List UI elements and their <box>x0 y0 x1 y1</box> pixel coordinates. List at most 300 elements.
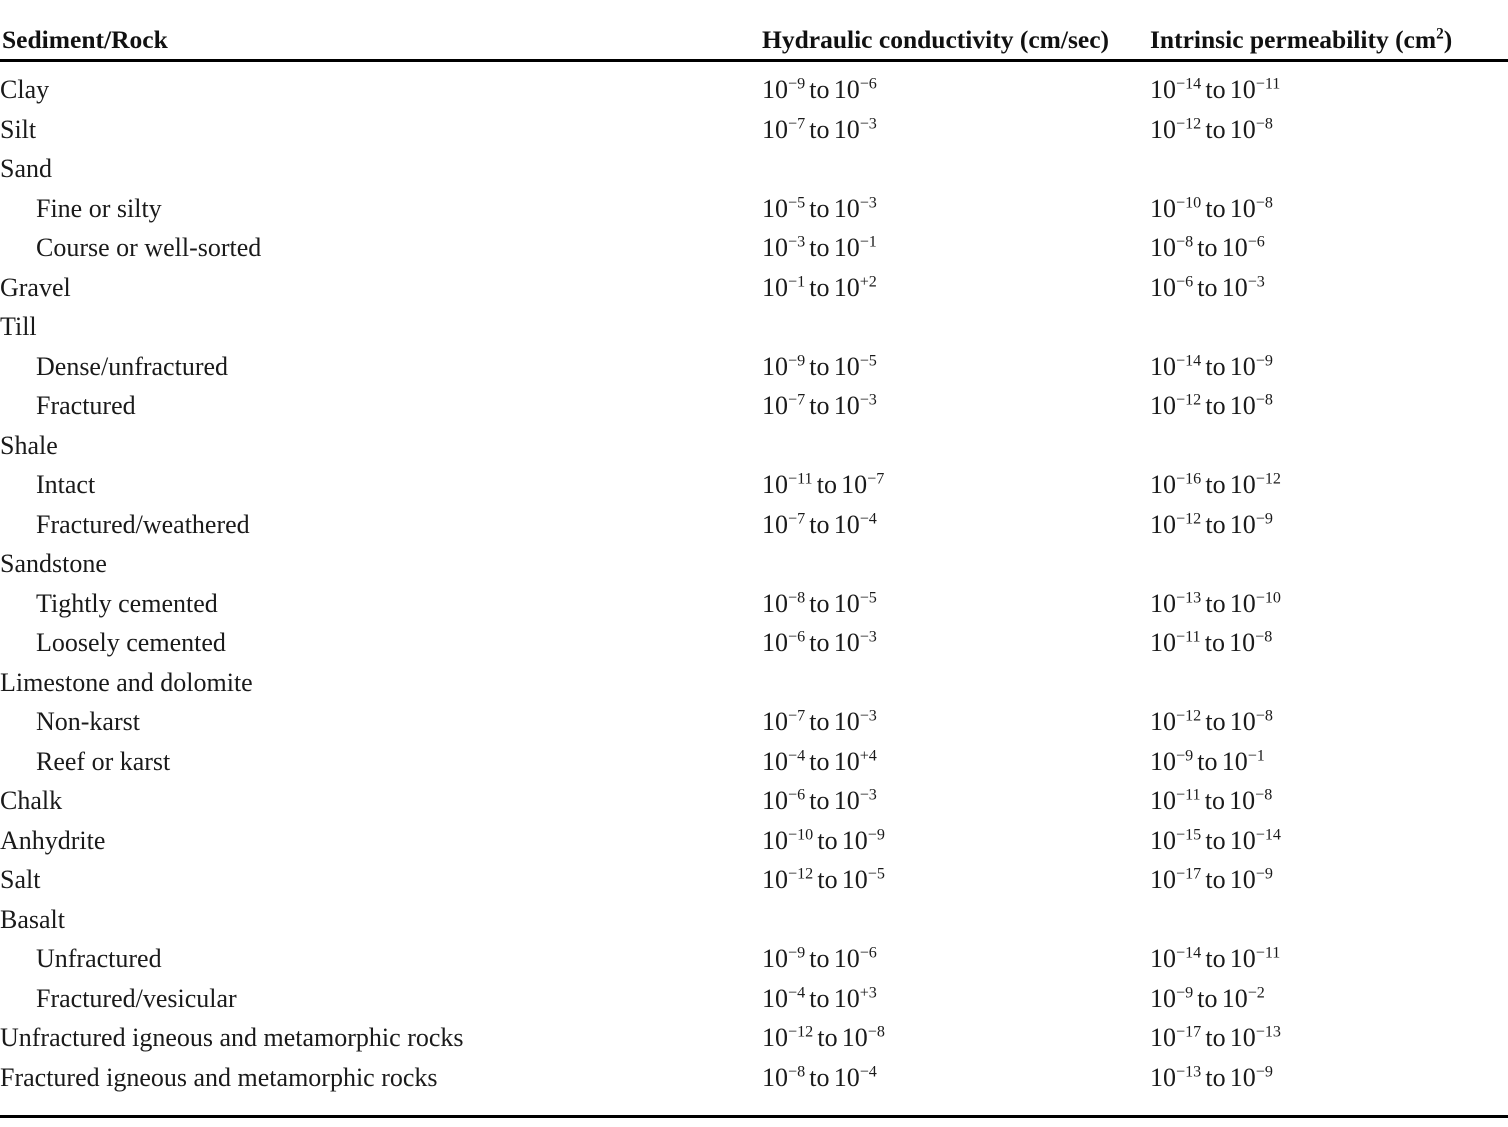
cell-intrinsic-permeability <box>1150 268 1508 308</box>
row-label: Fractured igneous and metamorphic rocks <box>0 1062 438 1092</box>
value-range <box>1150 470 1281 499</box>
value-range <box>1150 628 1272 657</box>
exponent-from: −7 <box>788 707 806 725</box>
base: 10 <box>762 391 788 420</box>
base: 10 <box>1229 588 1256 618</box>
exponent-to: −4 <box>859 509 877 527</box>
value-range <box>762 115 877 144</box>
base: 10 <box>762 233 788 262</box>
value-range <box>762 194 877 223</box>
exponent-to: −9 <box>1255 1062 1273 1080</box>
exponent-from: −12 <box>1176 391 1202 409</box>
range-separator: to <box>809 272 830 302</box>
base: 10 <box>762 1023 788 1052</box>
row-label: Shale <box>0 430 58 460</box>
base: 10 <box>833 746 860 776</box>
cell-intrinsic-permeability <box>1150 821 1508 861</box>
exponent-from: −17 <box>1176 1023 1202 1041</box>
value-range <box>1150 273 1265 302</box>
base: 10 <box>1150 509 1176 539</box>
exponent-to: −10 <box>1255 588 1281 606</box>
value-range <box>762 470 884 499</box>
exponent-to: −3 <box>859 193 877 211</box>
column-header-hydraulic-conductivity: Hydraulic conductivity (cm/sec) <box>762 24 1110 54</box>
table-row <box>0 939 1508 979</box>
exponent-to: −6 <box>1247 233 1265 251</box>
exponent-from: −9 <box>788 944 806 962</box>
table-row <box>0 900 1508 940</box>
permeability-header-superscript: 2 <box>1436 25 1444 42</box>
cell-intrinsic-permeability <box>1150 386 1508 426</box>
range-separator: to <box>1205 470 1226 499</box>
exponent-to: −8 <box>1255 114 1273 132</box>
base: 10 <box>1150 944 1176 973</box>
table-footer <box>0 1097 1508 1127</box>
exponent-from: −7 <box>788 391 806 409</box>
exponent-from: −9 <box>1176 983 1194 1001</box>
cell-intrinsic-permeability <box>1150 663 1508 703</box>
base: 10 <box>833 588 860 618</box>
value-range <box>1150 352 1273 381</box>
base: 10 <box>833 944 860 973</box>
value-range <box>1150 194 1273 223</box>
exponent-from: −14 <box>1176 75 1202 93</box>
exponent-from: −9 <box>1176 746 1194 764</box>
exponent-from: −14 <box>1176 944 1202 962</box>
value-range <box>762 589 877 618</box>
value-range <box>1150 826 1281 855</box>
base: 10 <box>762 944 788 973</box>
exponent-from: −6 <box>1176 272 1194 290</box>
range-separator: to <box>1204 786 1225 815</box>
exponent-to: −9 <box>1255 351 1273 369</box>
base: 10 <box>833 983 860 1013</box>
value-range <box>1150 786 1272 815</box>
cell-intrinsic-permeability <box>1150 860 1508 900</box>
range-separator: to <box>809 233 830 262</box>
base: 10 <box>1150 746 1176 776</box>
row-label: Limestone and dolomite <box>0 667 253 697</box>
base: 10 <box>841 865 868 894</box>
base: 10 <box>1229 193 1256 223</box>
base: 10 <box>762 628 788 657</box>
range-separator: to <box>809 983 830 1013</box>
range-separator: to <box>1205 825 1226 855</box>
exponent-to: −3 <box>859 114 877 132</box>
base: 10 <box>1150 983 1176 1013</box>
base: 10 <box>1229 509 1256 539</box>
value-range <box>1150 1063 1273 1092</box>
range-separator: to <box>809 391 830 420</box>
base: 10 <box>833 786 860 815</box>
base: 10 <box>1229 391 1256 420</box>
cell-intrinsic-permeability <box>1150 742 1508 782</box>
range-separator: to <box>809 193 830 223</box>
range-separator: to <box>809 746 830 776</box>
cell-intrinsic-permeability <box>1150 347 1508 387</box>
exponent-from: −11 <box>1176 628 1201 646</box>
base: 10 <box>762 746 788 776</box>
cell-hydraulic-conductivity <box>762 228 1150 268</box>
value-range <box>1150 1023 1281 1052</box>
range-separator: to <box>816 470 837 499</box>
cell-intrinsic-permeability <box>1150 189 1508 229</box>
range-separator: to <box>809 351 830 381</box>
exponent-to: −14 <box>1255 825 1281 843</box>
row-sublabel: Course or well-sorted <box>36 233 262 262</box>
range-separator: to <box>1205 865 1226 894</box>
cell-intrinsic-permeability <box>1150 939 1508 979</box>
value-range <box>762 1063 877 1092</box>
table-row <box>0 702 1508 742</box>
base: 10 <box>762 470 788 499</box>
exponent-from: −12 <box>788 1023 814 1041</box>
table-row <box>0 386 1508 426</box>
row-label: Salt <box>0 865 41 894</box>
cell-intrinsic-permeability <box>1150 465 1508 505</box>
exponent-to: −3 <box>859 628 877 646</box>
base: 10 <box>1229 628 1256 657</box>
exponent-from: −8 <box>788 1062 806 1080</box>
cell-intrinsic-permeability <box>1150 110 1508 150</box>
table-row <box>0 742 1508 782</box>
base: 10 <box>833 1062 860 1092</box>
exponent-to: −8 <box>1255 193 1273 211</box>
range-separator: to <box>817 865 838 894</box>
value-range <box>762 233 877 262</box>
exponent-to: −11 <box>1255 944 1281 962</box>
cell-intrinsic-permeability <box>1150 900 1508 940</box>
exponent-from: −12 <box>788 865 814 883</box>
base: 10 <box>833 75 860 104</box>
value-range <box>1150 233 1265 262</box>
cell-hydraulic-conductivity <box>762 307 1150 347</box>
cell-hydraulic-conductivity <box>762 860 1150 900</box>
range-separator: to <box>1205 509 1226 539</box>
range-separator: to <box>809 707 830 736</box>
exponent-to: −3 <box>859 391 877 409</box>
exponent-from: −8 <box>1176 233 1194 251</box>
range-separator: to <box>1197 233 1218 262</box>
exponent-from: −16 <box>1176 470 1202 488</box>
value-range <box>762 273 877 302</box>
cell-hydraulic-conductivity <box>762 110 1150 150</box>
table-row <box>0 821 1508 861</box>
base: 10 <box>1150 588 1176 618</box>
range-separator: to <box>809 75 830 104</box>
exponent-from: −4 <box>788 746 806 764</box>
header-rule-cell <box>0 52 1508 70</box>
exponent-to: −8 <box>1255 628 1273 646</box>
table-row <box>0 110 1508 150</box>
range-separator: to <box>1205 1062 1226 1092</box>
cell-intrinsic-permeability <box>1150 505 1508 545</box>
cell-hydraulic-conductivity <box>762 505 1150 545</box>
cell-hydraulic-conductivity <box>762 623 1150 663</box>
range-separator: to <box>1197 272 1218 302</box>
row-label: Silt <box>0 114 37 144</box>
base: 10 <box>1221 746 1248 776</box>
exponent-from: −13 <box>1176 1062 1202 1080</box>
value-range <box>762 707 877 736</box>
header-rule-line <box>0 59 1508 62</box>
exponent-to: −8 <box>1255 707 1273 725</box>
exponent-from: −10 <box>1176 193 1202 211</box>
exponent-from: −12 <box>1176 114 1202 132</box>
base: 10 <box>1229 470 1256 499</box>
value-range <box>1150 747 1265 776</box>
table-header <box>0 0 1508 70</box>
base: 10 <box>1150 233 1176 262</box>
exponent-from: −10 <box>788 825 814 843</box>
cell-hydraulic-conductivity <box>762 1018 1150 1058</box>
base: 10 <box>762 351 788 381</box>
range-separator: to <box>809 588 830 618</box>
range-separator: to <box>1205 75 1226 104</box>
base: 10 <box>833 628 860 657</box>
table-row <box>0 663 1508 703</box>
value-range <box>762 628 877 657</box>
exponent-from: −8 <box>788 588 806 606</box>
cell-intrinsic-permeability <box>1150 149 1508 189</box>
base: 10 <box>1229 707 1256 736</box>
exponent-from: −5 <box>788 193 806 211</box>
cell-hydraulic-conductivity <box>762 1058 1150 1098</box>
base: 10 <box>1221 272 1248 302</box>
cell-hydraulic-conductivity <box>762 347 1150 387</box>
cell-intrinsic-permeability <box>1150 426 1508 466</box>
exponent-from: −4 <box>788 983 806 1001</box>
value-range <box>1150 865 1273 894</box>
cell-hydraulic-conductivity <box>762 939 1150 979</box>
table-row <box>0 149 1508 189</box>
exponent-from: −6 <box>788 786 806 804</box>
row-sublabel: Loosely cemented <box>36 628 226 657</box>
exponent-to: −1 <box>859 233 877 251</box>
value-range <box>762 944 877 973</box>
row-sublabel: Fine or silty <box>36 193 162 223</box>
value-range <box>762 75 877 104</box>
base: 10 <box>833 193 860 223</box>
base: 10 <box>833 351 860 381</box>
base: 10 <box>1229 351 1256 381</box>
exponent-to: −7 <box>867 470 885 488</box>
range-separator: to <box>809 786 830 815</box>
base: 10 <box>762 272 788 302</box>
footer-rule-line <box>0 1115 1508 1118</box>
row-sublabel: Non-karst <box>36 707 140 736</box>
exponent-from: −7 <box>788 114 806 132</box>
base: 10 <box>1229 114 1256 144</box>
range-separator: to <box>1205 391 1226 420</box>
row-label: Basalt <box>0 904 65 934</box>
row-label: Anhydrite <box>0 825 106 855</box>
row-sublabel: Unfractured <box>36 944 162 973</box>
cell-hydraulic-conductivity <box>762 268 1150 308</box>
row-label: Sandstone <box>0 549 107 578</box>
cell-intrinsic-permeability <box>1150 70 1508 110</box>
exponent-from: −11 <box>788 470 813 488</box>
base: 10 <box>1150 114 1176 144</box>
exponent-to: −13 <box>1255 1023 1281 1041</box>
base: 10 <box>762 707 788 736</box>
range-separator: to <box>1205 351 1226 381</box>
value-range <box>1150 115 1273 144</box>
table-row <box>0 860 1508 900</box>
base: 10 <box>762 865 788 894</box>
range-separator: to <box>1205 193 1226 223</box>
table-row <box>0 1058 1508 1098</box>
exponent-to: +2 <box>859 272 877 290</box>
row-sublabel: Tightly cemented <box>36 588 218 618</box>
range-separator: to <box>1204 628 1225 657</box>
exponent-to: −6 <box>859 944 877 962</box>
cell-hydraulic-conductivity <box>762 465 1150 505</box>
exponent-from: −15 <box>1176 825 1202 843</box>
cell-hydraulic-conductivity <box>762 70 1150 110</box>
range-separator: to <box>1205 588 1226 618</box>
exponent-from: −6 <box>788 628 806 646</box>
column-header-intrinsic-permeability <box>1150 0 1508 52</box>
exponent-to: −1 <box>1247 746 1265 764</box>
range-separator: to <box>1205 707 1226 736</box>
base: 10 <box>1221 983 1248 1013</box>
row-label: Unfractured igneous and metamorphic rocks <box>0 1023 464 1052</box>
table-row <box>0 505 1508 545</box>
cell-intrinsic-permeability <box>1150 584 1508 624</box>
table-row <box>0 189 1508 229</box>
cell-intrinsic-permeability <box>1150 979 1508 1019</box>
base: 10 <box>1150 193 1176 223</box>
base: 10 <box>841 470 868 499</box>
value-range <box>1150 984 1265 1013</box>
exponent-to: −5 <box>867 865 885 883</box>
value-range <box>762 984 877 1013</box>
cell-hydraulic-conductivity <box>762 742 1150 782</box>
cell-intrinsic-permeability <box>1150 228 1508 268</box>
base: 10 <box>1150 1062 1176 1092</box>
base: 10 <box>1229 944 1256 973</box>
range-separator: to <box>809 1062 830 1092</box>
footer-rule-cell <box>0 1097 1508 1127</box>
value-range <box>1150 707 1273 736</box>
base: 10 <box>762 114 788 144</box>
exponent-from: −12 <box>1176 509 1202 527</box>
cell-intrinsic-permeability <box>1150 781 1508 821</box>
value-range <box>1150 589 1281 618</box>
exponent-to: −3 <box>859 786 877 804</box>
table-row <box>0 307 1508 347</box>
base: 10 <box>1150 351 1176 381</box>
value-range <box>762 747 877 776</box>
range-separator: to <box>809 944 830 973</box>
cell-intrinsic-permeability <box>1150 1058 1508 1098</box>
cell-hydraulic-conductivity <box>762 544 1150 584</box>
range-separator: to <box>1205 944 1226 973</box>
value-range <box>1150 75 1280 104</box>
base: 10 <box>1229 75 1256 104</box>
table-row <box>0 268 1508 308</box>
base: 10 <box>841 825 868 855</box>
value-range <box>1150 510 1273 539</box>
row-label: Clay <box>0 75 50 104</box>
cell-hydraulic-conductivity <box>762 426 1150 466</box>
range-separator: to <box>809 114 830 144</box>
base: 10 <box>833 272 860 302</box>
base: 10 <box>1150 470 1176 499</box>
base: 10 <box>762 75 788 104</box>
footer-rule-row <box>0 1097 1508 1127</box>
exponent-to: −9 <box>1255 865 1273 883</box>
exponent-to: +4 <box>859 746 877 764</box>
range-separator: to <box>1205 1023 1226 1052</box>
base: 10 <box>1150 75 1176 104</box>
exponent-from: −3 <box>788 233 806 251</box>
exponent-to: −8 <box>1255 786 1273 804</box>
base: 10 <box>1150 628 1176 657</box>
cell-hydraulic-conductivity <box>762 584 1150 624</box>
table-row <box>0 70 1508 110</box>
header-row <box>0 0 1508 52</box>
row-sublabel: Fractured/vesicular <box>36 983 237 1013</box>
exponent-to: −3 <box>859 707 877 725</box>
table-row <box>0 426 1508 466</box>
exponent-from: −9 <box>788 351 806 369</box>
range-separator: to <box>1197 746 1218 776</box>
exponent-to: −12 <box>1255 470 1281 488</box>
base: 10 <box>1229 1062 1256 1092</box>
value-range <box>1150 944 1280 973</box>
permeability-header-suffix: ) <box>1443 24 1453 54</box>
table-row <box>0 979 1508 1019</box>
range-separator: to <box>1205 114 1226 144</box>
row-sublabel: Fractured <box>36 391 136 420</box>
cell-intrinsic-permeability <box>1150 1018 1508 1058</box>
base: 10 <box>1150 1023 1176 1052</box>
table-row <box>0 584 1508 624</box>
exponent-to: −3 <box>1247 272 1265 290</box>
row-label: Gravel <box>0 272 71 302</box>
cell-intrinsic-permeability <box>1150 623 1508 663</box>
exponent-to: +3 <box>859 983 877 1001</box>
exponent-to: −2 <box>1247 983 1265 1001</box>
exponent-from: −13 <box>1176 588 1202 606</box>
row-sublabel: Fractured/weathered <box>36 509 250 539</box>
base: 10 <box>1221 233 1248 262</box>
table-row <box>0 544 1508 584</box>
base: 10 <box>833 509 860 539</box>
base: 10 <box>1150 786 1176 815</box>
cell-hydraulic-conductivity <box>762 702 1150 742</box>
cell-hydraulic-conductivity <box>762 149 1150 189</box>
value-range <box>762 510 877 539</box>
exponent-from: −12 <box>1176 707 1202 725</box>
exponent-to: −6 <box>859 75 877 93</box>
base: 10 <box>833 707 860 736</box>
cell-hydraulic-conductivity <box>762 386 1150 426</box>
base: 10 <box>762 786 788 815</box>
base: 10 <box>833 391 860 420</box>
row-sublabel: Reef or karst <box>36 746 171 776</box>
base: 10 <box>1150 825 1176 855</box>
base: 10 <box>762 983 788 1013</box>
cell-intrinsic-permeability <box>1150 702 1508 742</box>
base: 10 <box>762 588 788 618</box>
cell-intrinsic-permeability <box>1150 307 1508 347</box>
exponent-to: −11 <box>1255 75 1281 93</box>
base: 10 <box>833 114 860 144</box>
cell-intrinsic-permeability <box>1150 544 1508 584</box>
